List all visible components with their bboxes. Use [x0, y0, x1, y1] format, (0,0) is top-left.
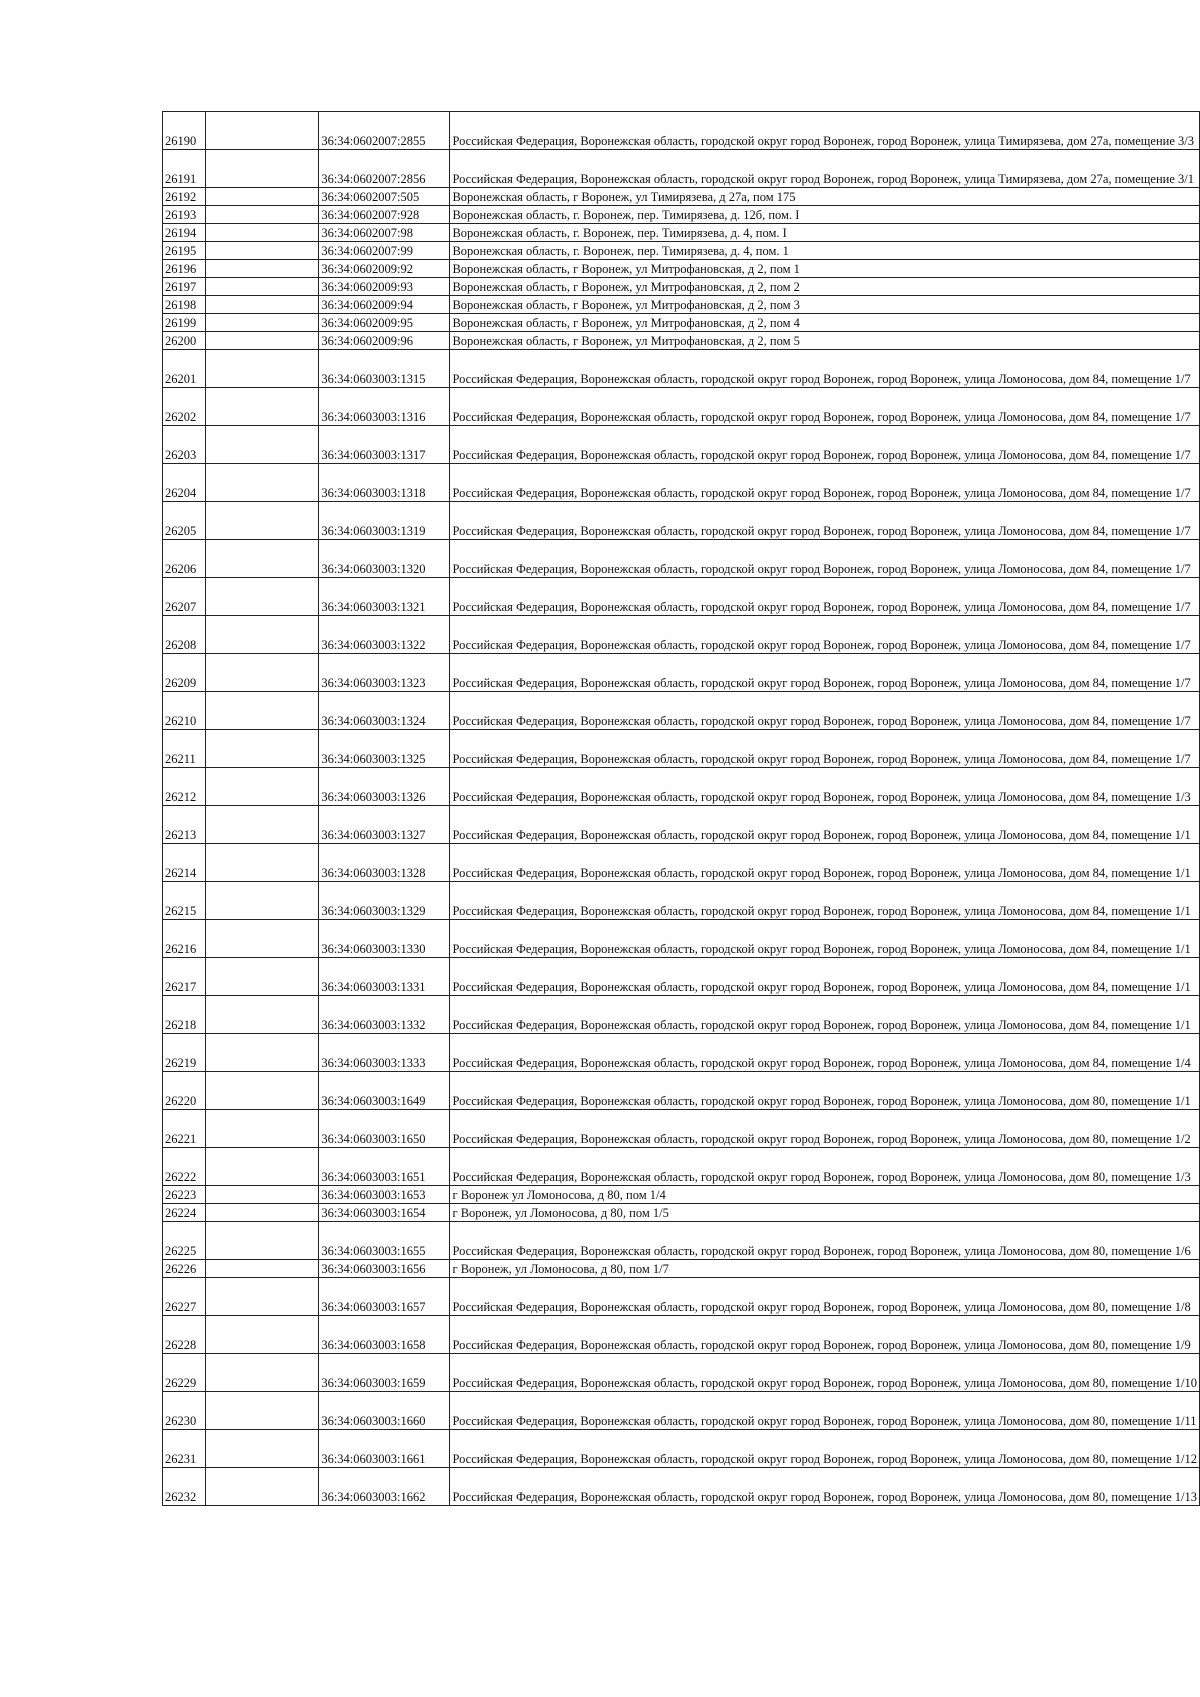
row-number-cell: 26217	[163, 958, 206, 996]
cadastral-number-cell: 36:34:0603003:1659	[319, 1354, 450, 1392]
row-number-cell: 26201	[163, 350, 206, 388]
row-number-cell: 26215	[163, 882, 206, 920]
address-cell: Воронежская область, г Воронеж, ул Митрофановская, д 2, пом 1	[450, 260, 1200, 278]
table-row	[163, 1148, 1200, 1186]
row-number-cell: 26222	[163, 1148, 206, 1186]
cadastral-number-cell: 36:34:0603003:1661	[319, 1430, 450, 1468]
cadastral-number-cell: 36:34:0603003:1656	[319, 1260, 450, 1278]
row-number-cell: 26207	[163, 578, 206, 616]
empty-cell	[206, 882, 319, 920]
empty-cell	[206, 224, 319, 242]
table-row	[163, 1186, 1200, 1204]
address-cell: Воронежская область, г Воронеж, ул Митрофановская, д 2, пом 2	[450, 278, 1200, 296]
empty-cell	[206, 844, 319, 882]
address-cell: Российская Федерация, Воронежская область, городской округ город Воронеж, город Воронеж, улица Ломоносова, дом 80, помещение 1/10	[450, 1354, 1200, 1392]
address-cell: Российская Федерация, Воронежская область, городской округ город Воронеж, город Воронеж, улица Ломоносова, дом 84, помещение 1/7	[450, 426, 1200, 464]
empty-cell	[206, 150, 319, 188]
empty-cell	[206, 188, 319, 206]
row-number-cell: 26228	[163, 1316, 206, 1354]
cadastral-number-cell: 36:34:0603003:1332	[319, 996, 450, 1034]
cadastral-number-cell: 36:34:0603003:1320	[319, 540, 450, 578]
cadastral-number-cell: 36:34:0603003:1328	[319, 844, 450, 882]
address-cell: Российская Федерация, Воронежская область, городской округ город Воронеж, город Воронеж, улица Ломоносова, дом 84, помещение 1/7	[450, 654, 1200, 692]
row-number-cell: 26230	[163, 1392, 206, 1430]
table-row	[163, 654, 1200, 692]
empty-cell	[206, 1034, 319, 1072]
row-number-cell: 26190	[163, 112, 206, 150]
table-row	[163, 206, 1200, 224]
table-row	[163, 844, 1200, 882]
table-row	[163, 332, 1200, 350]
cadastral-number-cell: 36:34:0603003:1651	[319, 1148, 450, 1186]
row-number-cell: 26191	[163, 150, 206, 188]
empty-cell	[206, 616, 319, 654]
table-row	[163, 1430, 1200, 1468]
address-cell: Российская Федерация, Воронежская область, городской округ город Воронеж, город Воронеж, улица Ломоносова, дом 84, помещение 1/7	[450, 692, 1200, 730]
row-number-cell: 26232	[163, 1468, 206, 1506]
property-table	[162, 111, 1200, 1506]
row-number-cell: 26220	[163, 1072, 206, 1110]
row-number-cell: 26205	[163, 502, 206, 540]
row-number-cell: 26229	[163, 1354, 206, 1392]
address-cell: Российская Федерация, Воронежская область, городской округ город Воронеж, город Воронеж, улица Ломоносова, дом 84, помещение 1/1	[450, 882, 1200, 920]
cadastral-number-cell: 36:34:0602009:93	[319, 278, 450, 296]
empty-cell	[206, 1186, 319, 1204]
empty-cell	[206, 1468, 319, 1506]
table-row	[163, 296, 1200, 314]
empty-cell	[206, 1392, 319, 1430]
address-cell: Воронежская область, г. Воронеж, пер. Тимирязева, д. 12б, пом. I	[450, 206, 1200, 224]
table-row	[163, 768, 1200, 806]
cadastral-number-cell: 36:34:0603003:1333	[319, 1034, 450, 1072]
empty-cell	[206, 578, 319, 616]
address-cell: Воронежская область, г Воронеж, ул Митрофановская, д 2, пом 4	[450, 314, 1200, 332]
empty-cell	[206, 314, 319, 332]
table-row	[163, 502, 1200, 540]
address-cell: г Воронеж, ул Ломоносова, д 80, пом 1/7	[450, 1260, 1200, 1278]
cadastral-number-cell: 36:34:0602009:94	[319, 296, 450, 314]
table-row	[163, 616, 1200, 654]
cadastral-number-cell: 36:34:0602007:505	[319, 188, 450, 206]
table-row	[163, 1278, 1200, 1316]
address-cell: Российская Федерация, Воронежская область, городской округ город Воронеж, город Воронеж, улица Тимирязева, дом 27а, помещение 3/1	[450, 150, 1200, 188]
cadastral-number-cell: 36:34:0602007:98	[319, 224, 450, 242]
row-number-cell: 26200	[163, 332, 206, 350]
address-cell: Российская Федерация, Воронежская область, городской округ город Воронеж, город Воронеж, улица Ломоносова, дом 84, помещение 1/7	[450, 464, 1200, 502]
empty-cell	[206, 112, 319, 150]
cadastral-number-cell: 36:34:0603003:1650	[319, 1110, 450, 1148]
table-row	[163, 1072, 1200, 1110]
cadastral-number-cell: 36:34:0602009:96	[319, 332, 450, 350]
empty-cell	[206, 692, 319, 730]
cadastral-number-cell: 36:34:0602007:99	[319, 242, 450, 260]
table-row	[163, 1260, 1200, 1278]
row-number-cell: 26211	[163, 730, 206, 768]
row-number-cell: 26213	[163, 806, 206, 844]
empty-cell	[206, 206, 319, 224]
cadastral-number-cell: 36:34:0603003:1324	[319, 692, 450, 730]
row-number-cell: 26212	[163, 768, 206, 806]
empty-cell	[206, 1430, 319, 1468]
row-number-cell: 26223	[163, 1186, 206, 1204]
address-cell: Российская Федерация, Воронежская область, городской округ город Воронеж, город Воронеж, улица Ломоносова, дом 80, помещение 1/6	[450, 1222, 1200, 1260]
cadastral-number-cell: 36:34:0602009:95	[319, 314, 450, 332]
empty-cell	[206, 242, 319, 260]
empty-cell	[206, 958, 319, 996]
address-cell: Российская Федерация, Воронежская область, городской округ город Воронеж, город Воронеж, улица Ломоносова, дом 84, помещение 1/7	[450, 388, 1200, 426]
empty-cell	[206, 1204, 319, 1222]
table-row	[163, 1392, 1200, 1430]
address-cell: Воронежская область, г Воронеж, ул Тимирязева, д 27а, пом 175	[450, 188, 1200, 206]
empty-cell	[206, 1148, 319, 1186]
empty-cell	[206, 260, 319, 278]
table-row	[163, 1316, 1200, 1354]
table-row	[163, 426, 1200, 464]
cadastral-number-cell: 36:34:0603003:1660	[319, 1392, 450, 1430]
row-number-cell: 26208	[163, 616, 206, 654]
table-row	[163, 1204, 1200, 1222]
table-row	[163, 920, 1200, 958]
row-number-cell: 26193	[163, 206, 206, 224]
table-row	[163, 278, 1200, 296]
empty-cell	[206, 654, 319, 692]
empty-cell	[206, 540, 319, 578]
row-number-cell: 26226	[163, 1260, 206, 1278]
row-number-cell: 26202	[163, 388, 206, 426]
address-cell: Воронежская область, г. Воронеж, пер. Тимирязева, д. 4, пом. I	[450, 224, 1200, 242]
cadastral-number-cell: 36:34:0603003:1331	[319, 958, 450, 996]
table-row	[163, 1110, 1200, 1148]
empty-cell	[206, 920, 319, 958]
address-cell: г Воронеж ул Ломоносова, д 80, пом 1/4	[450, 1186, 1200, 1204]
cadastral-number-cell: 36:34:0603003:1318	[319, 464, 450, 502]
address-cell: Российская Федерация, Воронежская область, городской округ город Воронеж, город Воронеж, улица Ломоносова, дом 84, помещение 1/7	[450, 616, 1200, 654]
empty-cell	[206, 502, 319, 540]
row-number-cell: 26195	[163, 242, 206, 260]
address-cell: Воронежская область, г Воронеж, ул Митрофановская, д 2, пом 5	[450, 332, 1200, 350]
cadastral-number-cell: 36:34:0603003:1649	[319, 1072, 450, 1110]
empty-cell	[206, 332, 319, 350]
table-row	[163, 188, 1200, 206]
empty-cell	[206, 806, 319, 844]
table-row	[163, 350, 1200, 388]
table-row	[163, 388, 1200, 426]
empty-cell	[206, 296, 319, 314]
cadastral-number-cell: 36:34:0603003:1653	[319, 1186, 450, 1204]
table-row	[163, 1468, 1200, 1506]
cadastral-number-cell: 36:34:0603003:1326	[319, 768, 450, 806]
row-number-cell: 26231	[163, 1430, 206, 1468]
address-cell: Воронежская область, г Воронеж, ул Митрофановская, д 2, пом 3	[450, 296, 1200, 314]
address-cell: Российская Федерация, Воронежская область, городской округ город Воронеж, город Воронеж, улица Ломоносова, дом 80, помещение 1/9	[450, 1316, 1200, 1354]
table-row	[163, 540, 1200, 578]
table-row	[163, 692, 1200, 730]
row-number-cell: 26224	[163, 1204, 206, 1222]
cadastral-number-cell: 36:34:0602007:2856	[319, 150, 450, 188]
table-row	[163, 882, 1200, 920]
address-cell: г Воронеж, ул Ломоносова, д 80, пом 1/5	[450, 1204, 1200, 1222]
address-cell: Российская Федерация, Воронежская область, городской округ город Воронеж, город Воронеж, улица Ломоносова, дом 80, помещение 1/8	[450, 1278, 1200, 1316]
address-cell: Российская Федерация, Воронежская область, городской округ город Воронеж, город Воронеж, улица Ломоносова, дом 84, помещение 1/7	[450, 730, 1200, 768]
row-number-cell: 26203	[163, 426, 206, 464]
table-row	[163, 112, 1200, 150]
address-cell: Российская Федерация, Воронежская область, городской округ город Воронеж, город Воронеж, улица Тимирязева, дом 27а, помещение 3/3	[450, 112, 1200, 150]
row-number-cell: 26197	[163, 278, 206, 296]
table-row	[163, 1222, 1200, 1260]
cadastral-number-cell: 36:34:0603003:1325	[319, 730, 450, 768]
table-body	[163, 112, 1200, 1506]
row-number-cell: 26221	[163, 1110, 206, 1148]
empty-cell	[206, 464, 319, 502]
cadastral-number-cell: 36:34:0602007:928	[319, 206, 450, 224]
table-row	[163, 958, 1200, 996]
address-cell: Российская Федерация, Воронежская область, городской округ город Воронеж, город Воронеж, улица Ломоносова, дом 84, помещение 1/3	[450, 768, 1200, 806]
cadastral-number-cell: 36:34:0603003:1317	[319, 426, 450, 464]
table-row	[163, 806, 1200, 844]
table-row	[163, 150, 1200, 188]
address-cell: Российская Федерация, Воронежская область, городской округ город Воронеж, город Воронеж, улица Ломоносова, дом 84, помещение 1/7	[450, 578, 1200, 616]
address-cell: Российская Федерация, Воронежская область, городской округ город Воронеж, город Воронеж, улица Ломоносова, дом 84, помещение 1/1	[450, 806, 1200, 844]
empty-cell	[206, 350, 319, 388]
row-number-cell: 26209	[163, 654, 206, 692]
cadastral-number-cell: 36:34:0603003:1654	[319, 1204, 450, 1222]
address-cell: Российская Федерация, Воронежская область, городской округ город Воронеж, город Воронеж, улица Ломоносова, дом 80, помещение 1/12	[450, 1430, 1200, 1468]
cadastral-number-cell: 36:34:0603003:1323	[319, 654, 450, 692]
cadastral-number-cell: 36:34:0603003:1321	[319, 578, 450, 616]
address-cell: Российская Федерация, Воронежская область, городской округ город Воронеж, город Воронеж, улица Ломоносова, дом 84, помещение 1/1	[450, 920, 1200, 958]
cadastral-number-cell: 36:34:0603003:1327	[319, 806, 450, 844]
empty-cell	[206, 1072, 319, 1110]
row-number-cell: 26204	[163, 464, 206, 502]
cadastral-number-cell: 36:34:0603003:1316	[319, 388, 450, 426]
table-row	[163, 314, 1200, 332]
table-row	[163, 996, 1200, 1034]
address-cell: Российская Федерация, Воронежская область, городской округ город Воронеж, город Воронеж, улица Ломоносова, дом 80, помещение 1/2	[450, 1110, 1200, 1148]
address-cell: Российская Федерация, Воронежская область, городской округ город Воронеж, город Воронеж, улица Ломоносова, дом 80, помещение 1/13	[450, 1468, 1200, 1506]
row-number-cell: 26225	[163, 1222, 206, 1260]
empty-cell	[206, 1354, 319, 1392]
empty-cell	[206, 996, 319, 1034]
empty-cell	[206, 426, 319, 464]
row-number-cell: 26218	[163, 996, 206, 1034]
row-number-cell: 26219	[163, 1034, 206, 1072]
table-row	[163, 1354, 1200, 1392]
address-cell: Российская Федерация, Воронежская область, городской округ город Воронеж, город Воронеж, улица Ломоносова, дом 84, помещение 1/7	[450, 540, 1200, 578]
table-row	[163, 578, 1200, 616]
address-cell: Российская Федерация, Воронежская область, городской округ город Воронеж, город Воронеж, улица Ломоносова, дом 84, помещение 1/1	[450, 996, 1200, 1034]
cadastral-number-cell: 36:34:0602009:92	[319, 260, 450, 278]
table-row	[163, 1034, 1200, 1072]
cadastral-number-cell: 36:34:0602007:2855	[319, 112, 450, 150]
row-number-cell: 26196	[163, 260, 206, 278]
row-number-cell: 26198	[163, 296, 206, 314]
cadastral-number-cell: 36:34:0603003:1315	[319, 350, 450, 388]
empty-cell	[206, 1110, 319, 1148]
table-row	[163, 242, 1200, 260]
address-cell: Российская Федерация, Воронежская область, городской округ город Воронеж, город Воронеж, улица Ломоносова, дом 84, помещение 1/7	[450, 350, 1200, 388]
empty-cell	[206, 1278, 319, 1316]
row-number-cell: 26216	[163, 920, 206, 958]
row-number-cell: 26214	[163, 844, 206, 882]
empty-cell	[206, 1316, 319, 1354]
empty-cell	[206, 278, 319, 296]
address-cell: Российская Федерация, Воронежская область, городской округ город Воронеж, город Воронеж, улица Ломоносова, дом 80, помещение 1/1	[450, 1072, 1200, 1110]
cadastral-number-cell: 36:34:0603003:1322	[319, 616, 450, 654]
cadastral-number-cell: 36:34:0603003:1655	[319, 1222, 450, 1260]
empty-cell	[206, 1222, 319, 1260]
cadastral-number-cell: 36:34:0603003:1329	[319, 882, 450, 920]
row-number-cell: 26199	[163, 314, 206, 332]
address-cell: Российская Федерация, Воронежская область, городской округ город Воронеж, город Воронеж, улица Ломоносова, дом 84, помещение 1/1	[450, 844, 1200, 882]
address-cell: Российская Федерация, Воронежская область, городской округ город Воронеж, город Воронеж, улица Ломоносова, дом 84, помещение 1/4	[450, 1034, 1200, 1072]
cadastral-number-cell: 36:34:0603003:1657	[319, 1278, 450, 1316]
row-number-cell: 26210	[163, 692, 206, 730]
row-number-cell: 26227	[163, 1278, 206, 1316]
empty-cell	[206, 768, 319, 806]
cadastral-number-cell: 36:34:0603003:1330	[319, 920, 450, 958]
cadastral-number-cell: 36:34:0603003:1658	[319, 1316, 450, 1354]
address-cell: Российская Федерация, Воронежская область, городской округ город Воронеж, город Воронеж, улица Ломоносова, дом 84, помещение 1/1	[450, 958, 1200, 996]
address-cell: Российская Федерация, Воронежская область, городской округ город Воронеж, город Воронеж, улица Ломоносова, дом 84, помещение 1/7	[450, 502, 1200, 540]
row-number-cell: 26192	[163, 188, 206, 206]
cadastral-number-cell: 36:34:0603003:1662	[319, 1468, 450, 1506]
table-row	[163, 464, 1200, 502]
cadastral-number-cell: 36:34:0603003:1319	[319, 502, 450, 540]
empty-cell	[206, 388, 319, 426]
table-row	[163, 224, 1200, 242]
row-number-cell: 26206	[163, 540, 206, 578]
empty-cell	[206, 730, 319, 768]
address-cell: Российская Федерация, Воронежская область, городской округ город Воронеж, город Воронеж, улица Ломоносова, дом 80, помещение 1/3	[450, 1148, 1200, 1186]
empty-cell	[206, 1260, 319, 1278]
address-cell: Российская Федерация, Воронежская область, городской округ город Воронеж, город Воронеж, улица Ломоносова, дом 80, помещение 1/11	[450, 1392, 1200, 1430]
table-row	[163, 260, 1200, 278]
address-cell: Воронежская область, г. Воронеж, пер. Тимирязева, д. 4, пом. 1	[450, 242, 1200, 260]
table-row	[163, 730, 1200, 768]
row-number-cell: 26194	[163, 224, 206, 242]
